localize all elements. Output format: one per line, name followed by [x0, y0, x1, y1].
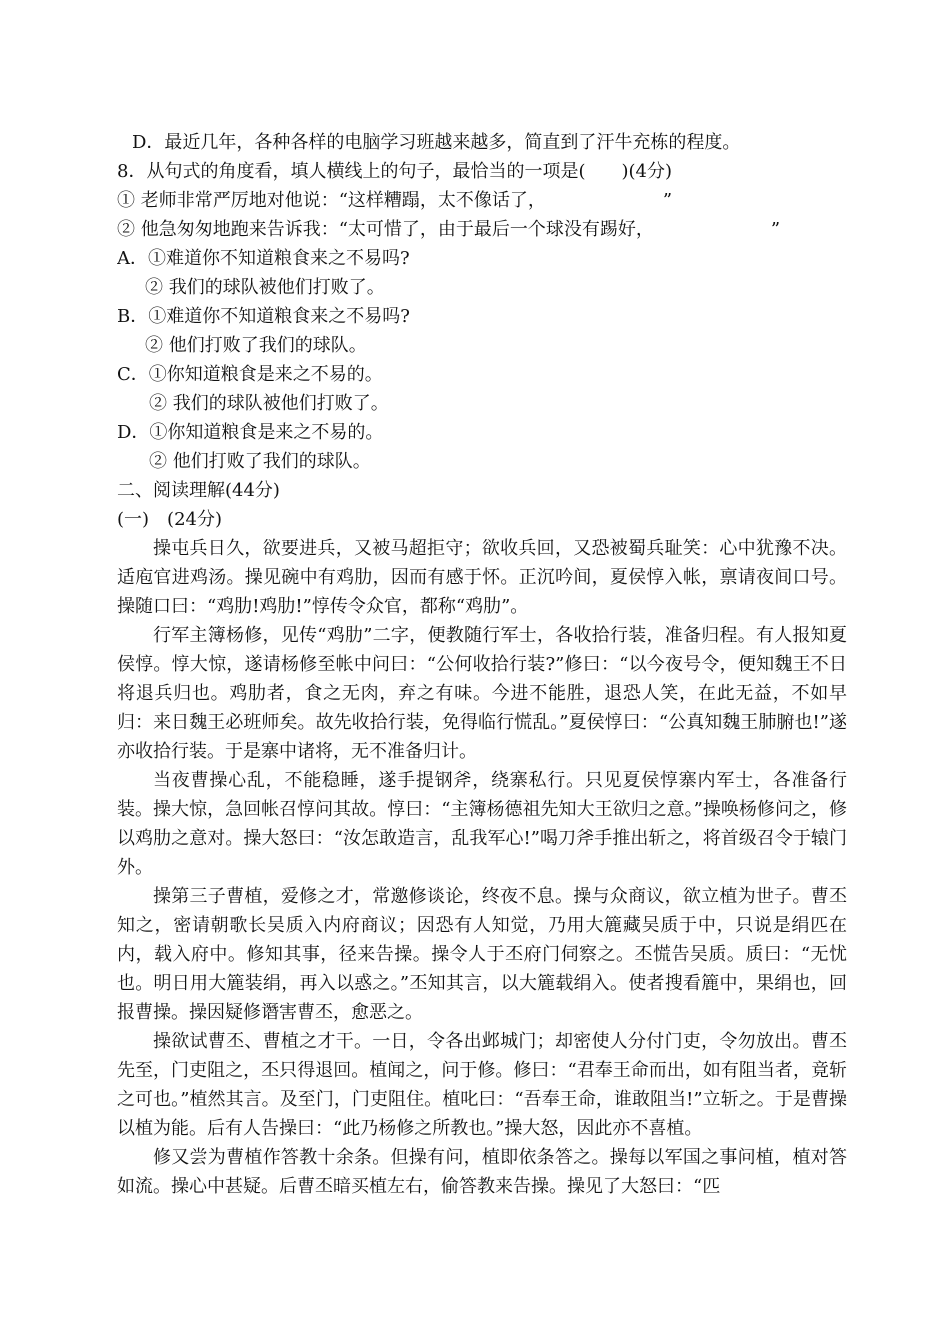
q8-sentence-2: ② 他急匆匆地跑来告诉我：“太可惜了，由于最后一个球没有踢好， ” [117, 219, 781, 240]
q7-option-d: D．最近几年，各种各样的电脑学习班越来越多，简直到了汗牛充栋的程度。 [132, 132, 741, 153]
q8-sentence-1: ① 老师非常严厉地对他说：“这样糟蹋，太不像话了， ” [117, 190, 673, 211]
q8-option-d: D．①你知道粮食是来之不易的。 [117, 422, 384, 443]
passage-paragraph-6: 修又尝为曹植作答教十余条。但操有问，植即依条答之。操每以军国之事问植，植对答如流。操心中甚疑。后曹丕暗买植左右，偷答教来告操。操见了大怒曰：“匹 [117, 1147, 847, 1197]
q8-stem: 8．从句式的角度看，填人横线上的句子，最恰当的一项是( )(4分) [117, 161, 672, 182]
passage-paragraph-4: 操第三子曹植，爱修之才，常邀修谈论，终夜不息。操与众商议，欲立植为世子。曹丕知之，密请朝歌长吴质入内府商议；因恐有人知觉，乃用大簏藏吴质于中，只说是绢匹在内，载入府中。修知其事，径来告操。操令人于丕府门伺察之。丕慌告吴质。质曰：“无忧也。明日用大簏装绢，再入以惑之。”丕知其言，以大簏载绢入。使者搜看簏中，果绢也，回报曹操。操因疑修谮害曹丕，愈恶之。 [117, 886, 847, 1023]
q8-option-a-sub: ② 我们的球队被他们打败了。 [145, 277, 385, 298]
q8-option-b-sub: ② 他们打败了我们的球队。 [145, 335, 367, 356]
part-heading: (一) (24分) [117, 509, 222, 530]
q8-option-a: A．①难道你不知道粮食来之不易吗? [117, 248, 410, 269]
q8-option-b: B．①难道你不知道粮食来之不易吗? [117, 306, 410, 327]
passage-paragraph-1: 操屯兵日久，欲要进兵，又被马超拒守；欲收兵回，又恐被蜀兵耻笑：心中犹豫不决。适庖官进鸡汤。操见碗中有鸡肋，因而有感于怀。正沉吟间，夏侯惇入帐，禀请夜间口号。操随口曰：“鸡肋!鸡肋!”惇传令众官，都称“鸡肋”。 [117, 538, 847, 617]
q8-option-c-sub: ② 我们的球队被他们打败了。 [149, 393, 389, 414]
document-body [117, 128, 847, 1201]
section-heading: 二、阅读理解(44分) [117, 480, 280, 501]
q8-option-d-sub: ② 他们打败了我们的球队。 [149, 451, 371, 472]
passage-paragraph-5: 操欲试曹丕、曹植之才干。一日，令各出邺城门；却密使人分付门吏，令勿放出。曹丕先至，门吏阻之，丕只得退回。植闻之，问于修。修曰：“君奉王命而出，如有阻当者，竟斩之可也。”植然其言。及至门，门吏阻住。植叱曰：“吾奉王命，谁敢阻当!”立斩之。于是曹操以植为能。后有人告操曰：“此乃杨修之所教也。”操大怒，因此亦不喜植。 [117, 1031, 847, 1139]
passage-paragraph-3: 当夜曹操心乱，不能稳睡，遂手提钢斧，绕寨私行。只见夏侯惇寨内军士，各准备行装。操大惊，急回帐召惇问其故。惇曰：“主簿杨德祖先知大王欲归之意。”操唤杨修问之，修以鸡肋之意对。操大怒曰：“汝怎敢造言，乱我军心!”喝刀斧手推出斩之，将首级召令于辕门外。 [117, 770, 847, 878]
passage-paragraph-2: 行军主簿杨修，见传“鸡肋”二字，便教随行军士，各收拾行装，准备归程。有人报知夏侯惇。惇大惊，遂请杨修至帐中问曰：“公何收拾行装?”修曰：“以今夜号令，便知魏王不日将退兵归也。鸡肋者，食之无肉，弃之有味。今进不能胜，退恐人笑，在此无益，不如早归：来日魏王必班师矣。故先收拾行装，免得临行慌乱。”夏侯惇曰：“公真知魏王肺腑也!”遂亦收拾行装。于是寨中诸将，无不准备归计。 [117, 625, 847, 762]
q8-option-c: C．①你知道粮食是来之不易的。 [117, 364, 383, 385]
